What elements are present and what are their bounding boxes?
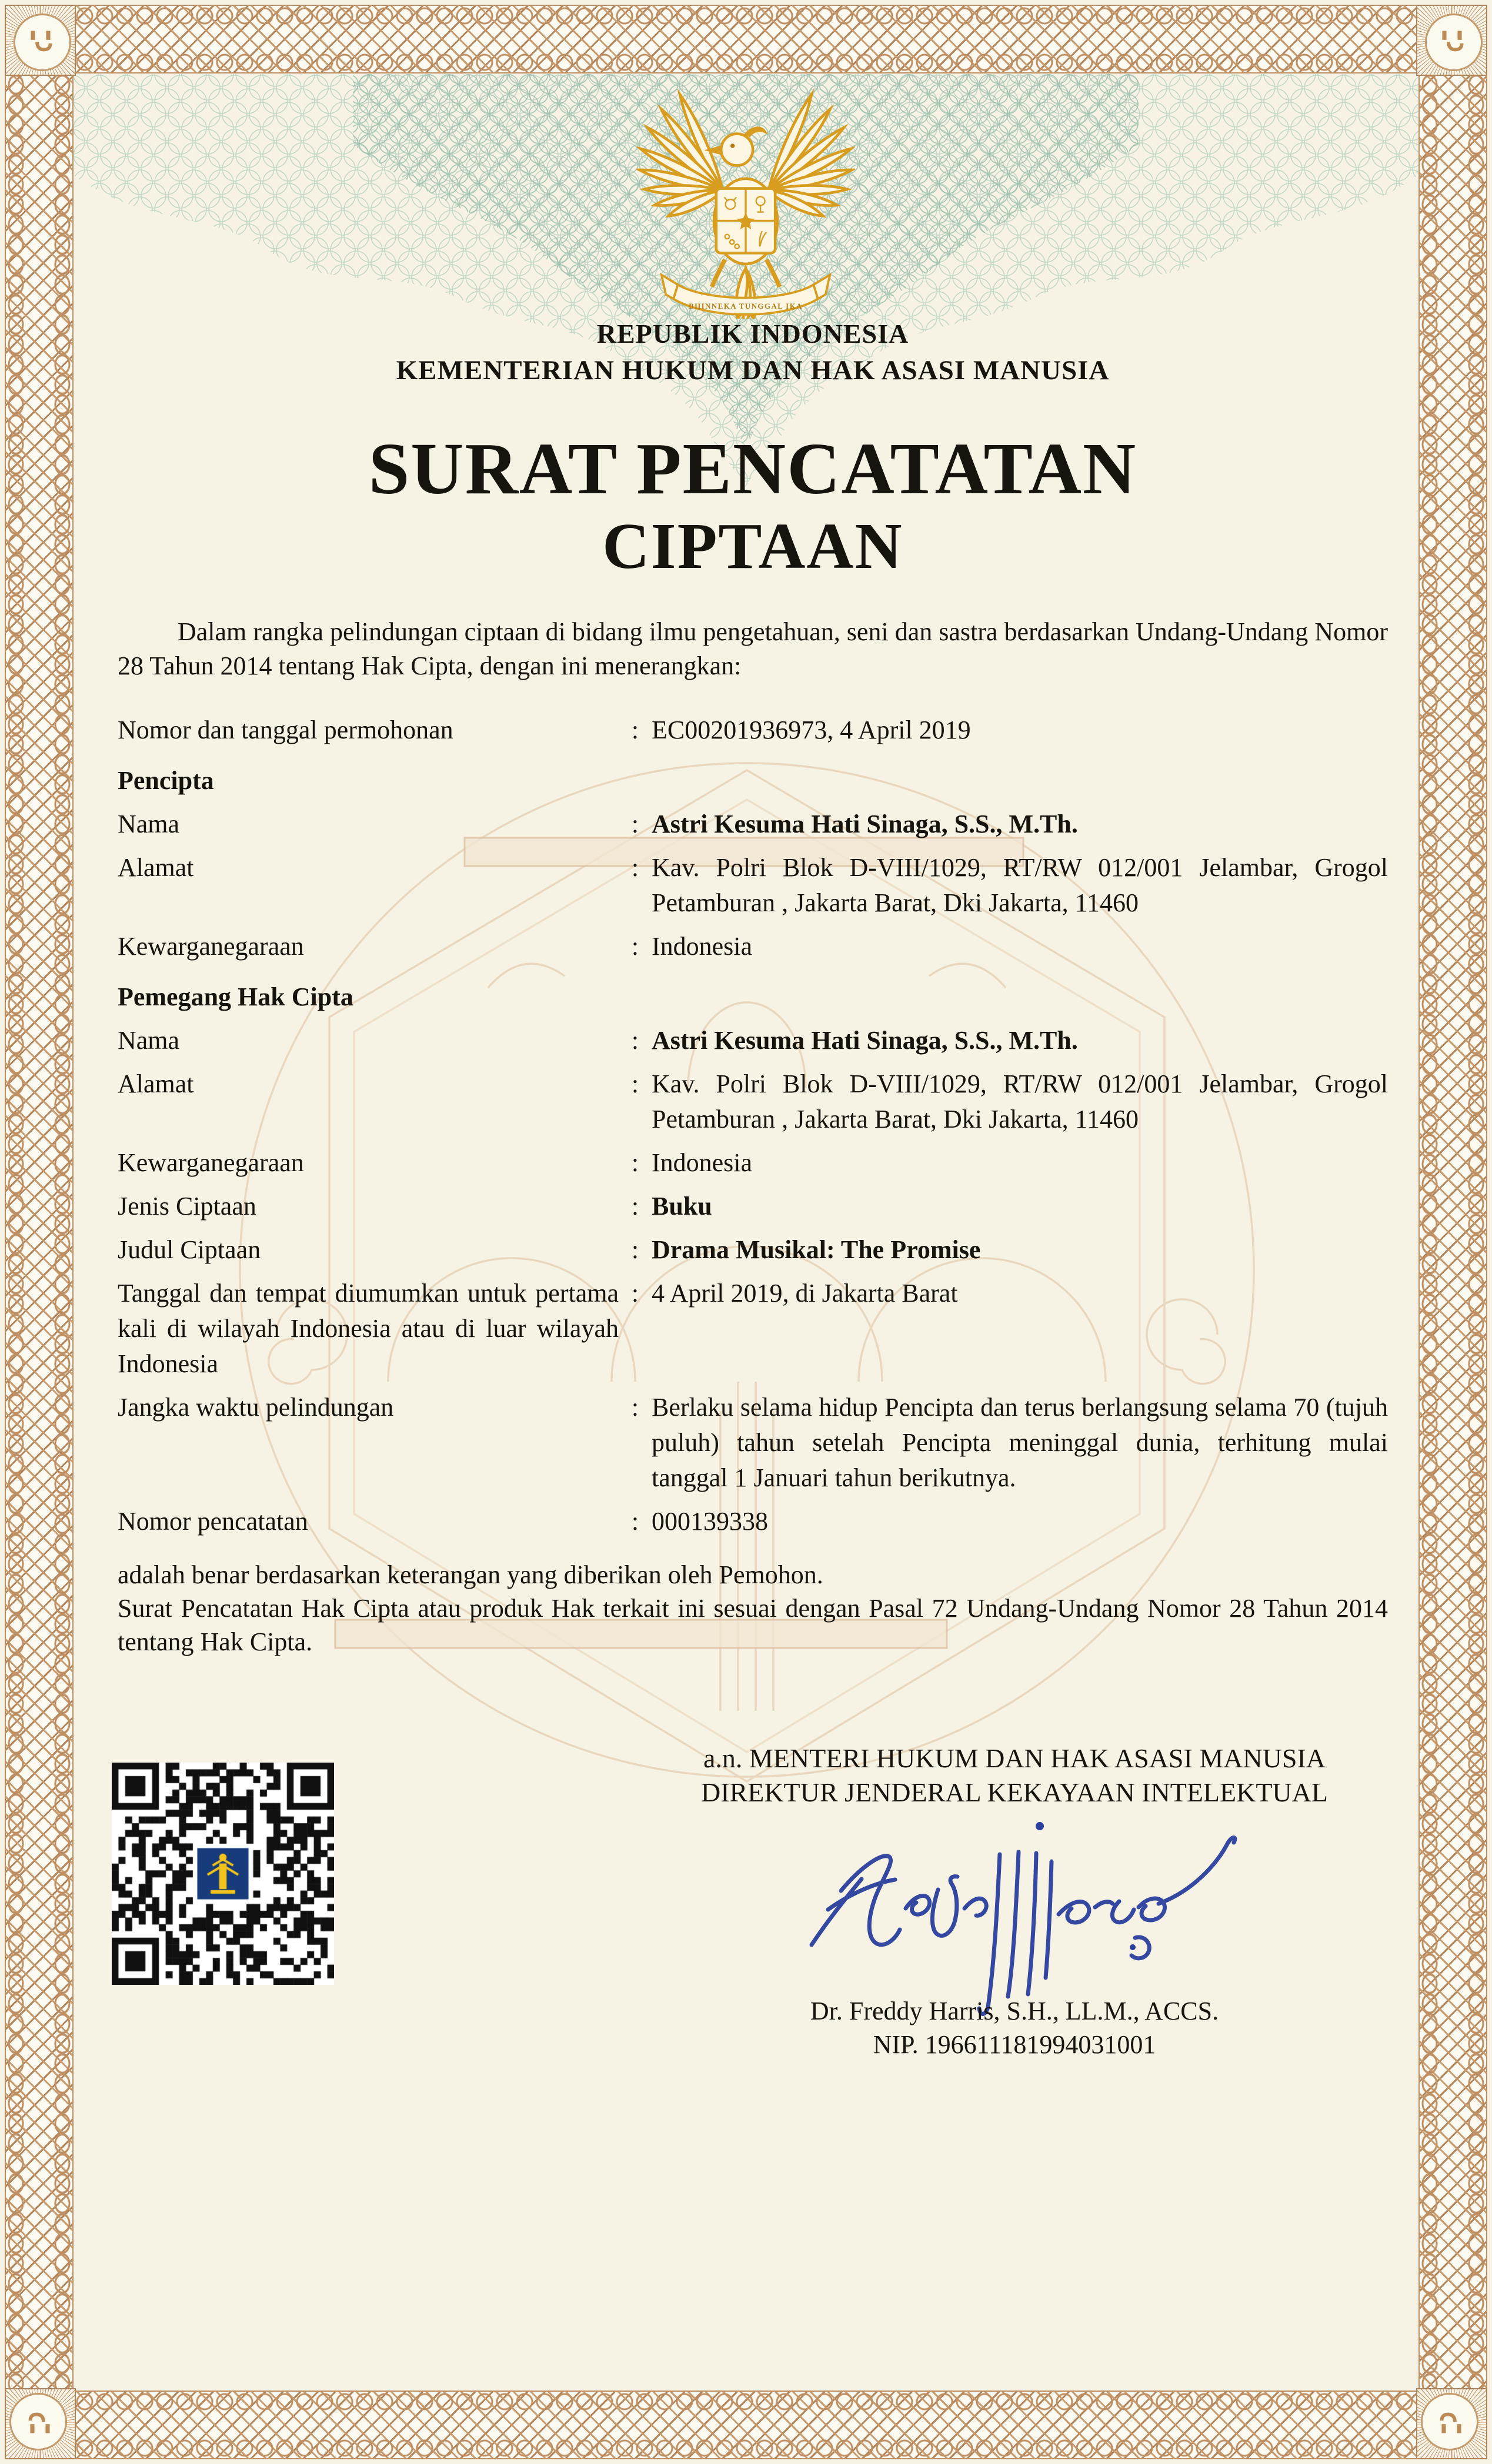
field-value: Indonesia [652,1148,753,1177]
field-value: Drama Musikal: The Promise [652,1235,981,1264]
border-corner-rosette [5,2388,76,2459]
section-pencipta: Pencipta [118,766,214,795]
field-value: Astri Kesuma Hati Sinaga, S.S., M.Th. [652,810,1078,838]
row-tanggal-diumumkan [118,1276,1388,1382]
border-right-ornament [1418,73,1487,2391]
field-label: Nama [118,810,180,838]
colon: : [631,1279,639,1308]
row-nomor-pencatatan [118,1504,1388,1539]
field-label: Nama [118,1026,180,1055]
row-application-number [118,713,1388,748]
field-label: Jenis Ciptaan [118,1192,256,1221]
closing-statement [118,1558,1388,1659]
field-label: Jangka waktu pelindungan [118,1393,394,1422]
field-label: Kewarganegaraan [118,932,304,961]
intro-paragraph: Dalam rangka pelindungan ciptaan di bidang ilmu pengetahuan, seni dan sastra berdasarkan Undang-Undang Nomor 28 Tahun 2014 tentang Hak Cipta, dengan ini menerangkan: [118,617,1388,680]
border-corner-rosette [1416,5,1487,76]
field-label: Alamat [118,1069,194,1098]
field-value: 4 April 2019, di Jakarta Barat [652,1279,958,1308]
corner-monogram-icon [25,25,56,56]
on-behalf-line: a.n. MENTERI HUKUM DAN HAK ASASI MANUSIA [703,1743,1326,1773]
field-value: EC00201936973, 4 April 2019 [652,716,971,744]
field-value: Kav. Polri Blok D-VIII/1029, RT/RW 012/001 Jelambar, Grogol Petamburan , Jakarta Barat, Dki Jakarta, 11460 [652,1069,1388,1134]
colon: : [631,1069,639,1098]
section-pemegang: Pemegang Hak Cipta [118,982,353,1011]
field-label: Nomor pencatatan [118,1507,308,1536]
qr-code [112,1763,334,1985]
ministry-title: KEMENTERIAN HUKUM DAN HAK ASASI MANUSIA [396,355,1110,386]
fields-table [118,713,1388,1539]
handwritten-signature-ink [806,1820,1253,2023]
field-label: Judul Ciptaan [118,1235,261,1264]
row-jangka-waktu [118,1390,1388,1496]
row-pemegang-nama [118,1023,1388,1058]
border-bottom-ornament [74,2391,1418,2459]
row-pemegang-kewarganegaraan [118,1145,1388,1181]
row-pemegang-alamat [118,1066,1388,1137]
colon: : [631,810,639,838]
signer-nip: NIP. 196611181994031001 [873,2030,1156,2059]
colon: : [631,1507,639,1536]
corner-monogram-icon [25,2409,56,2439]
country-title: REPUBLIK INDONESIA [596,319,909,349]
border-left-ornament [5,73,74,2391]
field-value: Buku [652,1192,712,1221]
colon: : [631,1393,639,1422]
row-pencipta-alamat [118,850,1388,921]
border-top-ornament [74,5,1418,73]
colon: : [631,1026,639,1055]
certificate-title-line2: CIPTAAN [602,510,903,583]
closing-line1: adalah benar berdasarkan keterangan yang diberikan oleh Pemohon. [118,1560,823,1589]
colon: : [631,853,639,882]
signatory-authority-block [673,1741,1356,1810]
field-value: Astri Kesuma Hati Sinaga, S.S., M.Th. [652,1026,1078,1055]
field-value: 000139338 [652,1507,768,1536]
directorate-line: DIREKTUR JENDERAL KEKAYAAN INTELEKTUAL [701,1777,1328,1807]
corner-monogram-icon [1437,2409,1467,2439]
field-value: Berlaku selama hidup Pencipta dan terus berlangsung selama 70 (tujuh puluh) tahun setelah Pencipta meninggal dunia, terhitung mulai tanggal 1 Januari tahun berikutnya. [652,1393,1388,1492]
certificate-title-line1: SURAT PENCATATAN [368,429,1137,510]
row-pencipta-kewarganegaraan [118,929,1388,964]
emblem-motto: BHINNEKA TUNGGAL IKA [689,302,803,311]
colon: : [631,1192,639,1221]
row-jenis-ciptaan [118,1189,1388,1224]
closing-line2: Surat Pencatatan Hak Cipta atau produk Hak terkait ini sesuai dengan Pasal 72 Undang-Undang Nomor 28 Tahun 2014 tentang Hak Cipta. [118,1594,1388,1656]
field-value: Kav. Polri Blok D-VIII/1029, RT/RW 012/001 Jelambar, Grogol Petamburan , Jakarta Barat, Dki Jakarta, 11460 [652,853,1388,917]
colon: : [631,1235,639,1264]
colon: : [631,932,639,961]
border-corner-rosette [5,5,76,76]
field-label: Alamat [118,853,194,882]
row-judul-ciptaan [118,1232,1388,1268]
border-corner-rosette [1416,2388,1487,2459]
signer-identity-block [673,1994,1356,2061]
field-label: Kewarganegaraan [118,1148,304,1177]
field-label: Tanggal dan tempat diumumkan untuk pertama kali di wilayah Indonesia atau di luar wilayah Indonesia [118,1279,619,1378]
garuda-pancasila-emblem-icon [636,83,855,319]
certificate-body [118,317,1388,1659]
colon: : [631,716,639,744]
field-label: Nomor dan tanggal permohonan [118,716,453,744]
field-value: Indonesia [652,932,753,961]
corner-monogram-icon [1437,25,1467,56]
row-pencipta-nama [118,807,1388,842]
signer-name: Dr. Freddy Harris, S.H., LL.M., ACCS. [810,1997,1219,2025]
colon: : [631,1148,639,1177]
